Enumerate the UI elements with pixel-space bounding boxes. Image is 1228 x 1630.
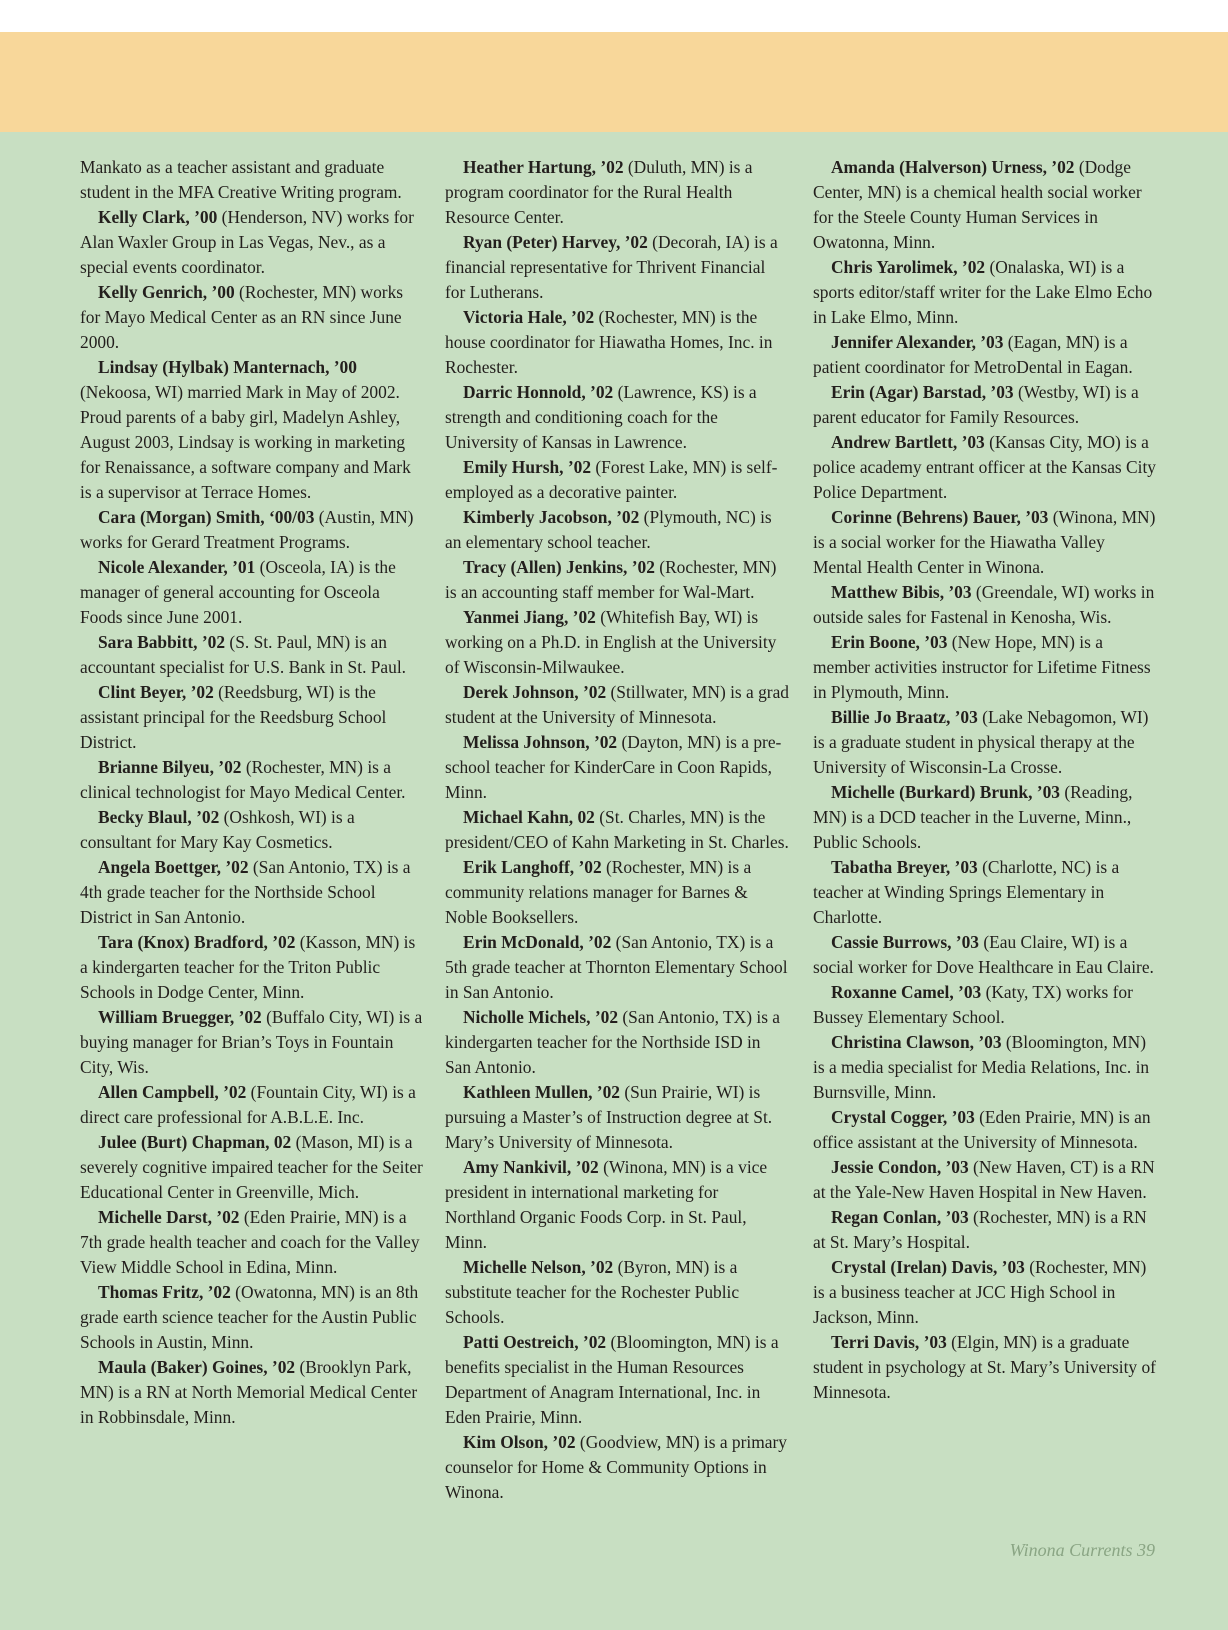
alumni-entry [813, 1155, 1157, 1205]
alumni-details: (St. Charles, MN) is the president/CEO of Kahn Marketing in St. Charles. [445, 807, 789, 852]
alumni-details: (San Antonio, TX) is a kindergarten teacher for the Northside ISD in San Antonio. [445, 1007, 781, 1077]
alumni-details: (Charlotte, NC) is a teacher at Winding Springs Elementary in Charlotte. [813, 857, 1120, 927]
alumni-details: (New Haven, CT) is a RN at the Yale-New Haven Hospital in New Haven. [813, 1157, 1155, 1202]
alumni-details: (Fountain City, WI) is a direct care professional for A.B.L.E. Inc. [80, 1082, 416, 1127]
publication-name: Winona Currents [1009, 1540, 1133, 1560]
alumni-name: Kelly Genrich, ’00 [98, 282, 235, 302]
alumni-name: Terri Davis, ’03 [831, 1332, 947, 1352]
alumni-details: (Byron, MN) is a substitute teacher for the Rochester Public Schools. [445, 1257, 740, 1327]
alumni-name: Cassie Burrows, ’03 [831, 932, 979, 952]
alumni-entry [80, 555, 424, 630]
alumni-entry [813, 1255, 1157, 1330]
alumni-details: (Bloomington, MN) is a media specialist for Media Relations, Inc. in Burnsville, Minn. [813, 1032, 1150, 1102]
alumni-entry [445, 1155, 789, 1255]
alumni-details: (Elgin, MN) is a graduate student in psychology at St. Mary’s University of Minnesota. [813, 1332, 1156, 1402]
alumni-details: (Rochester, MN) is a business teacher at JCC High School in Jackson, Minn. [813, 1257, 1147, 1327]
alumni-entry [80, 930, 424, 1005]
alumni-details: (Goodview, MN) is a primary counselor for Home & Community Options in Winona. [445, 1432, 787, 1502]
page-top-margin [0, 0, 1228, 32]
alumni-name: Billie Jo Braatz, ’03 [831, 707, 978, 727]
alumni-entry [80, 1130, 424, 1205]
alumni-name: Amy Nankivil, ’02 [463, 1157, 599, 1177]
alumni-entry [813, 1105, 1157, 1155]
alumni-details: (Mason, MI) is a severely cognitive impaired teacher for the Seiter Educational Center in Greenville, Mich. [80, 1132, 423, 1202]
alumni-entry [445, 930, 789, 1005]
alumni-name: Cara (Morgan) Smith, ‘00/03 [98, 507, 315, 527]
alumni-name: Brianne Bilyeu, ’02 [98, 757, 242, 777]
alumni-name: Maula (Baker) Goines, ’02 [98, 1357, 296, 1377]
alumni-entry [80, 680, 424, 755]
alumni-name: Michael Kahn, 02 [463, 807, 595, 827]
alumni-entry [445, 505, 789, 555]
alumni-entry [80, 1080, 424, 1130]
alumni-entry [445, 855, 789, 930]
alumni-name: Kimberly Jacobson, ’02 [463, 507, 640, 527]
alumni-entry [445, 805, 789, 855]
alumni-name: Corinne (Behrens) Bauer, ’03 [831, 507, 1049, 527]
alumni-name: Michelle (Burkard) Brunk, ’03 [831, 782, 1060, 802]
alumni-details: (Onalaska, WI) is a sports editor/staff writer for the Lake Elmo Echo in Lake Elmo, Minn. [813, 257, 1153, 327]
alumni-details: (Dayton, MN) is a pre-school teacher for KinderCare in Coon Rapids, Minn. [445, 732, 782, 802]
alumni-name: Clint Beyer, ’02 [98, 682, 214, 702]
alumni-name: Becky Blaul, ’02 [98, 807, 220, 827]
alumni-details: (Lawrence, KS) is a strength and conditioning coach for the University of Kansas in Lawrence. [445, 382, 757, 452]
alumni-details: (Rochester, MN) is a community relations manager for Barnes & Noble Booksellers. [445, 857, 752, 927]
alumni-details: (Eagan, MN) is a patient coordinator for MetroDental in Eagan. [813, 332, 1133, 377]
alumni-entry [813, 155, 1157, 255]
alumni-name: Yanmei Jiang, ’02 [463, 607, 596, 627]
alumni-name: Regan Conlan, ’03 [831, 1207, 969, 1227]
alumni-details: (Eden Prairie, MN) is a 7th grade health teacher and coach for the Valley View Middle School in Edina, Minn. [80, 1207, 420, 1277]
alumni-name: Tracy (Allen) Jenkins, ’02 [463, 557, 655, 577]
alumni-name: Melissa Johnson, ’02 [463, 732, 618, 752]
alumni-details: (Henderson, NV) works for Alan Waxler Group in Las Vegas, Nev., as a special events coordinator. [80, 207, 414, 277]
alumni-name: Patti Oestreich, ’02 [463, 1332, 607, 1352]
alumni-name: Chris Yarolimek, ’02 [831, 257, 986, 277]
alumni-details: (Whitefish Bay, WI) is working on a Ph.D. in English at the University of Wisconsin-Milwaukee. [445, 607, 777, 677]
alumni-name: Sara Babbitt, ’02 [98, 632, 226, 652]
alumni-details: (Westby, WI) is a parent educator for Family Resources. [813, 382, 1139, 427]
alumni-name: William Bruegger, ’02 [98, 1007, 262, 1027]
alumni-details: (Lake Nebagomon, WI) is a graduate student in physical therapy at the University of Wisconsin-La Crosse. [813, 707, 1149, 777]
alumni-entry [445, 155, 789, 230]
alumni-details: (Eau Claire, WI) is a social worker for Dove Healthcare in Eau Claire. [813, 932, 1154, 977]
alumni-details: (Reedsburg, WI) is the assistant principal for the Reedsburg School District. [80, 682, 387, 752]
alumni-entry [445, 1430, 789, 1505]
alumni-details: (San Antonio, TX) is a 4th grade teacher for the Northside School District in San Antonio. [80, 857, 411, 927]
alumni-entry [80, 1205, 424, 1280]
alumni-name: Ryan (Peter) Harvey, ’02 [463, 232, 648, 252]
page-footer [1010, 1540, 1155, 1561]
alumni-name: Lindsay (Hylbak) Manternach, ’00 [98, 357, 357, 377]
alumni-entry [80, 355, 424, 505]
alumni-details: (Kansas City, MO) is a police academy entrant officer at the Kansas City Police Department. [813, 432, 1157, 502]
alumni-entry [813, 1030, 1157, 1105]
alumni-details: (Greendale, WI) works in outside sales for Fastenal in Kenosha, Wis. [813, 582, 1155, 627]
alumni-details: (Rochester, MN) is an accounting staff member for Wal-Mart. [445, 557, 777, 602]
alumni-details: (Oshkosh, WI) is a consultant for Mary Kay Cosmetics. [80, 807, 355, 852]
alumni-name: Michelle Nelson, ’02 [463, 1257, 614, 1277]
alumni-entry [80, 755, 424, 805]
alumni-entry [80, 630, 424, 680]
alumni-details: (Kasson, MN) is a kindergarten teacher for the Triton Public Schools in Dodge Center, Minn. [80, 932, 416, 1002]
alumni-entry [813, 380, 1157, 430]
alumni-name: Matthew Bibis, ’03 [831, 582, 972, 602]
alumni-details: (Dodge Center, MN) is a chemical health social worker for the Steele County Human Services in Owatonna, Minn. [813, 157, 1142, 252]
alumni-entry [445, 455, 789, 505]
alumni-name: Amanda (Halverson) Urness, ’02 [831, 157, 1075, 177]
alumni-details: (Owatonna, MN) is an 8th grade earth science teacher for the Austin Public Schools in Austin, Minn. [80, 1282, 419, 1352]
alumni-entry [445, 380, 789, 455]
header-band [0, 32, 1228, 132]
alumni-name: Emily Hursh, ’02 [463, 457, 592, 477]
alumni-entry [445, 680, 789, 730]
alumni-name: Crystal (Irelan) Davis, ’03 [831, 1257, 1025, 1277]
alumni-entry [445, 1005, 789, 1080]
alumni-entry [813, 980, 1157, 1030]
alumni-name: Erin (Agar) Barstad, ’03 [831, 382, 1014, 402]
alumni-name: Jennifer Alexander, ’03 [831, 332, 1004, 352]
alumni-details: (Nekoosa, WI) married Mark in May of 2002. Proud parents of a baby girl, Madelyn Ashley, August 2003, Lindsay is working in marketing for Renaissance, a software company and Mark is a supervisor at Terrace Homes. [80, 382, 411, 502]
alumni-name: Erin Boone, ’03 [831, 632, 948, 652]
alumni-entry [445, 305, 789, 380]
alumni-entry [80, 1280, 424, 1355]
alumni-entry [445, 730, 789, 805]
alumni-entry [80, 205, 424, 280]
alumni-name: Thomas Fritz, ’02 [98, 1282, 231, 1302]
alumni-entry [445, 605, 789, 680]
alumni-entry [813, 430, 1157, 505]
column-1 [80, 155, 424, 1430]
alumni-entry [445, 230, 789, 305]
alumni-name: Nicholle Michels, ’02 [463, 1007, 619, 1027]
alumni-name: Christina Clawson, ’03 [831, 1032, 1002, 1052]
alumni-entry [80, 1005, 424, 1080]
alumni-details: (Rochester, MN) works for Mayo Medical Center as an RN since June 2000. [80, 282, 404, 352]
alumni-name: Tara (Knox) Bradford, ’02 [98, 932, 296, 952]
alumni-entry [80, 1355, 424, 1430]
alumni-details: (Rochester, MN) is the house coordinator for Hiawatha Homes, Inc. in Rochester. [445, 307, 773, 377]
alumni-details: (Decorah, IA) is a financial representative for Thrivent Financial for Lutherans. [445, 232, 778, 302]
alumni-entry [813, 780, 1157, 855]
alumni-details: (S. St. Paul, MN) is an accountant specialist for U.S. Bank in St. Paul. [80, 632, 407, 677]
alumni-details: (Brooklyn Park, MN) is a RN at North Memorial Medical Center in Robbinsdale, Minn. [80, 1357, 418, 1427]
alumni-details: (Winona, MN) is a vice president in international marketing for Northland Organic Foods Corp. in St. Paul, Minn. [445, 1157, 768, 1252]
alumni-entry [813, 580, 1157, 630]
alumni-entry [813, 1330, 1157, 1405]
alumni-entry [813, 705, 1157, 780]
alumni-details: (Forest Lake, MN) is self-employed as a decorative painter. [445, 457, 778, 502]
continued-entry-text: Mankato as a teacher assistant and graduate student in the MFA Creative Writing program. [80, 157, 402, 202]
alumni-name: Erik Langhoff, ’02 [463, 857, 602, 877]
alumni-entry [813, 1205, 1157, 1255]
alumni-details: (Stillwater, MN) is a grad student at the University of Minnesota. [445, 682, 790, 727]
alumni-name: Tabatha Breyer, ’03 [831, 857, 978, 877]
alumni-entry [80, 280, 424, 355]
alumni-details: (Duluth, MN) is a program coordinator for the Rural Health Resource Center. [445, 157, 753, 227]
alumni-entry [80, 855, 424, 930]
alumni-name: Kathleen Mullen, ’02 [463, 1082, 620, 1102]
alumni-name: Heather Hartung, ’02 [463, 157, 624, 177]
alumni-entry [813, 930, 1157, 980]
alumni-details: (Sun Prairie, WI) is pursuing a Master’s of Instruction degree at St. Mary’s University of Minnesota. [445, 1082, 773, 1152]
alumni-details: (Plymouth, NC) is an elementary school teacher. [445, 507, 772, 552]
alumni-details: (New Hope, MN) is a member activities instructor for Lifetime Fitness in Plymouth, Minn. [813, 632, 1151, 702]
alumni-entry [813, 630, 1157, 705]
alumni-entry [813, 330, 1157, 380]
alumni-details: (Austin, MN) works for Gerard Treatment Programs. [80, 507, 414, 552]
alumni-entry [445, 1330, 789, 1430]
alumni-details: (Buffalo City, WI) is a buying manager for Brian’s Toys in Fountain City, Wis. [80, 1007, 423, 1077]
alumni-entry [80, 805, 424, 855]
alumni-entry [445, 1255, 789, 1330]
alumni-name: Darric Honnold, ’02 [463, 382, 614, 402]
alumni-name: Allen Campbell, ’02 [98, 1082, 247, 1102]
alumni-name: Kim Olson, ’02 [463, 1432, 576, 1452]
alumni-details: (Winona, MN) is a social worker for the Hiawatha Valley Mental Health Center in Winona. [813, 507, 1156, 577]
alumni-name: Roxanne Camel, ’03 [831, 982, 982, 1002]
alumni-entry [813, 255, 1157, 330]
page-number: 39 [1137, 1540, 1155, 1560]
alumni-entry [445, 555, 789, 605]
alumni-details: (San Antonio, TX) is a 5th grade teacher at Thornton Elementary School in San Antonio. [445, 932, 788, 1002]
alumni-details: (Rochester, MN) is a clinical technologist for Mayo Medical Center. [80, 757, 406, 802]
alumni-name: Victoria Hale, ’02 [463, 307, 595, 327]
alumni-details: (Eden Prairie, MN) is an office assistant at the University of Minnesota. [813, 1107, 1151, 1152]
alumni-name: Angela Boettger, ’02 [98, 857, 249, 877]
alumni-details: (Osceola, IA) is the manager of general accounting for Osceola Foods since June 2001. [80, 557, 396, 627]
column-3 [813, 155, 1157, 1405]
alumni-entry [813, 505, 1157, 580]
alumni-name: Andrew Bartlett, ’03 [831, 432, 985, 452]
alumni-name: Julee (Burt) Chapman, 02 [98, 1132, 292, 1152]
alumni-details: (Rochester, MN) is a RN at St. Mary’s Hospital. [813, 1207, 1147, 1252]
alumni-name: Crystal Cogger, ’03 [831, 1107, 975, 1127]
alumni-name: Michelle Darst, ’02 [98, 1207, 240, 1227]
alumni-name: Erin McDonald, ’02 [463, 932, 612, 952]
column-2 [445, 155, 789, 1505]
alumni-name: Kelly Clark, ’00 [98, 207, 218, 227]
alumni-name: Jessie Condon, ’03 [831, 1157, 969, 1177]
alumni-details: (Reading, MN) is a DCD teacher in the Luverne, Minn., Public Schools. [813, 782, 1133, 852]
alumni-name: Derek Johnson, ’02 [463, 682, 607, 702]
alumni-name: Nicole Alexander, ’01 [98, 557, 256, 577]
alumni-details: (Katy, TX) works for Bussey Elementary School. [813, 982, 1133, 1027]
alumni-details: (Bloomington, MN) is a benefits specialist in the Human Resources Department of Anagram International, Inc. in Eden Prairie, Minn. [445, 1332, 779, 1427]
alumni-entry [813, 855, 1157, 930]
alumni-entry [80, 505, 424, 555]
alumni-entry [445, 1080, 789, 1155]
